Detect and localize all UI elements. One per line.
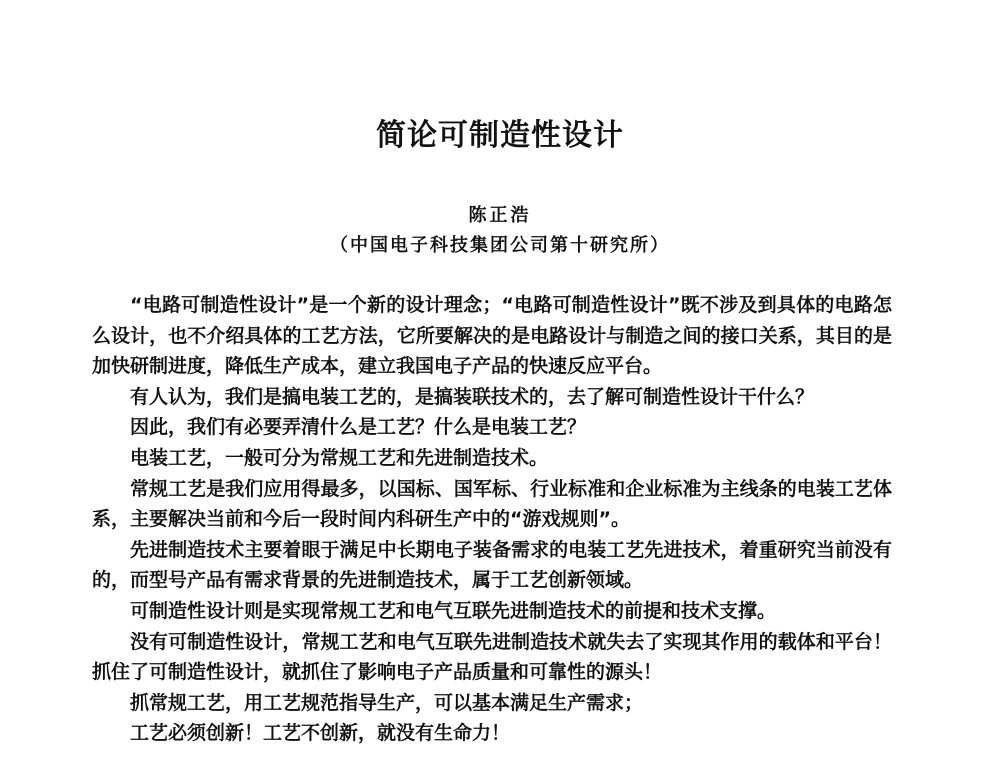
author-affiliation: （中国电子科技集团公司第十研究所） (330, 235, 670, 256)
body-paragraph: 抓常规工艺，用工艺规范指导生产，可以基本满足生产需求； (130, 691, 644, 714)
body-paragraph: 常规工艺是我们应用得最多，以国标、国军标、行业标准和企业标准为主线条的电装工艺体系，主要解决当前和今后一段时间内科研生产中的“游戏规则”。 (92, 477, 892, 531)
author-name: 陈正浩 (468, 205, 532, 226)
paper-body (92, 290, 892, 749)
body-paragraph: 电装工艺，一般可分为常规工艺和先进制造技术。 (130, 446, 549, 469)
body-paragraph: 没有可制造性设计，常规工艺和电气互联先进制造技术就失去了实现其作用的载体和平台！抓住了可制造性设计，就抓住了影响电子产品质量和可靠性的源头！ (92, 630, 892, 684)
body-paragraph: 有人认为，我们是搞电装工艺的，是搞装联技术的，去了解可制造性设计干什么？ (130, 385, 815, 408)
body-paragraph: 可制造性设计则是实现常规工艺和电气互联先进制造技术的前提和技术支撑。 (130, 599, 777, 622)
body-paragraph: 因此，我们有必要弄清什么是工艺？什么是电装工艺？ (130, 416, 587, 439)
body-paragraph: 先进制造技术主要着眼于满足中长期电子装备需求的电装工艺先进技术，着重研究当前没有的，而型号产品有需求背景的先进制造技术，属于工艺创新领域。 (92, 538, 892, 592)
body-paragraph: “电路可制造性设计”是一个新的设计理念；“电路可制造性设计”既不涉及到具体的电路怎么设计，也不介绍具体的工艺方法，它所要解决的是电路设计与制造之间的接口关系，其目的是加快研制进度，降低生产成本，建立我国电子产品的快速反应平台。 (92, 294, 892, 378)
body-paragraph: 工艺必须创新！工艺不创新，就没有生命力！ (130, 722, 511, 745)
paper-title: 简论可制造性设计 (376, 118, 624, 153)
